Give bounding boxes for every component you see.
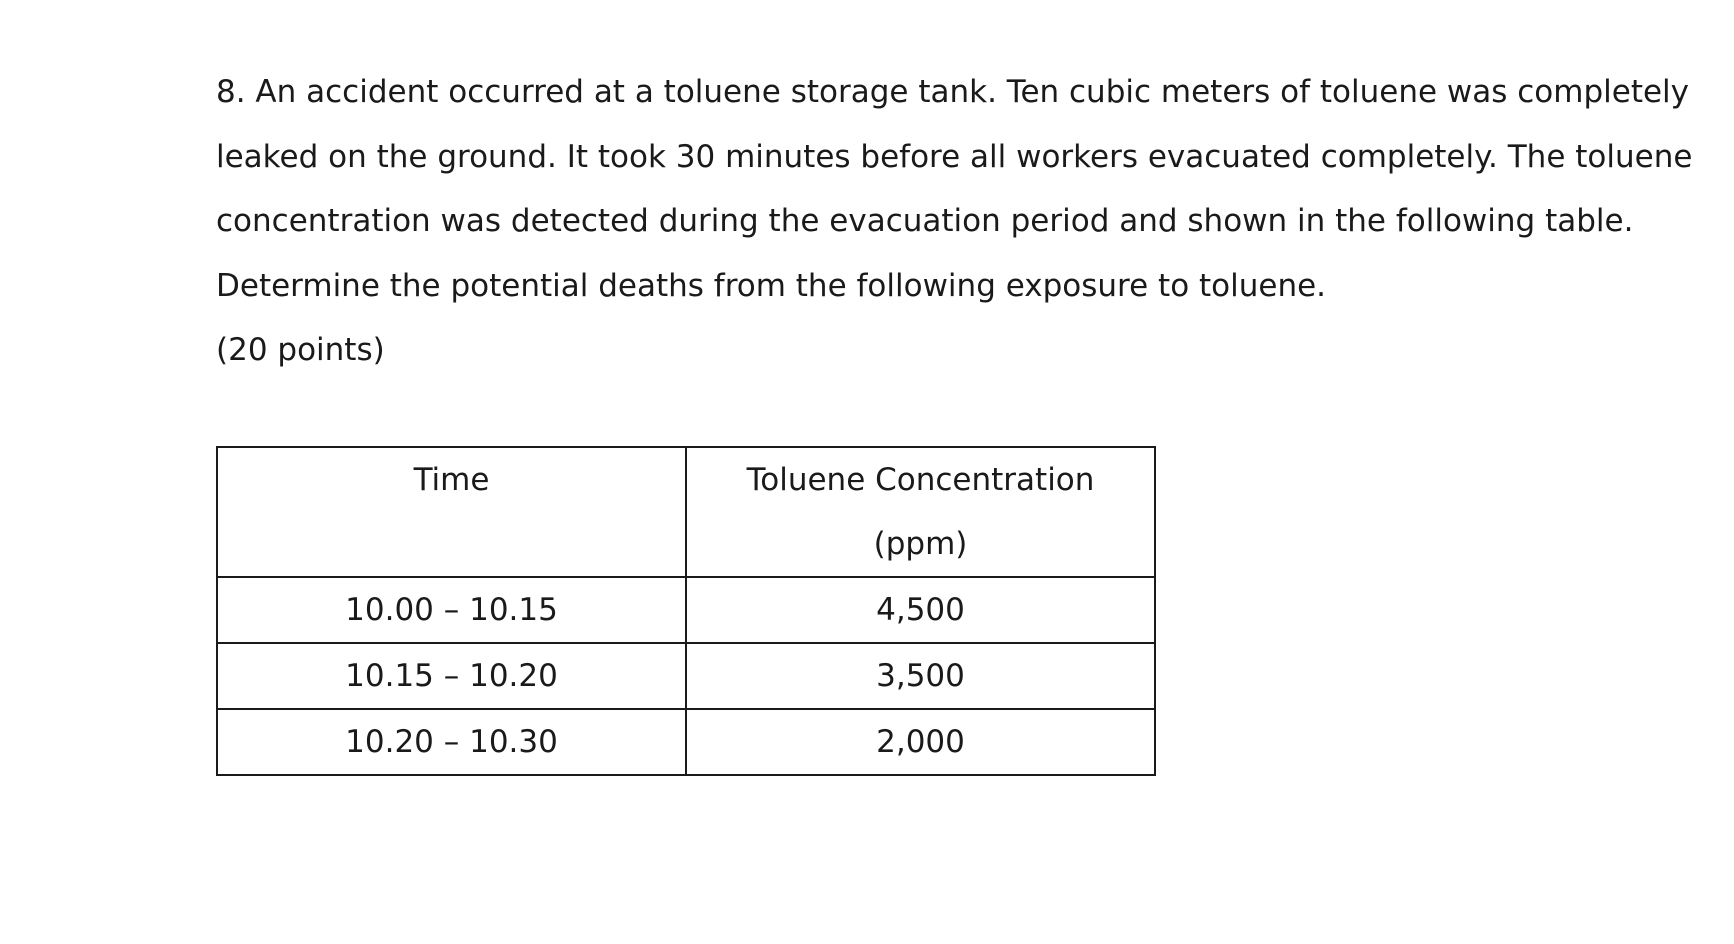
question-line-4: Determine the potential deaths from the following exposure to toluene.: [216, 267, 1327, 304]
time-header-label: Time: [413, 462, 490, 498]
table-row: [217, 577, 1155, 643]
question-text: [216, 60, 1693, 382]
question-line-2: leaked on the ground. It took 30 minutes before all workers evacuated completely. The toluene: [216, 138, 1693, 175]
concentration-header-unit: (ppm): [873, 526, 968, 562]
concentration-header-label: Toluene Concentration: [746, 462, 1095, 498]
question-points: (20 points): [216, 332, 385, 368]
concentration-table: [216, 446, 1156, 776]
table-header-row: [217, 447, 1155, 577]
question-line-3: concentration was detected during the evacuation period and shown in the following table.: [216, 203, 1634, 239]
time-cell: 10.20 – 10.30: [217, 709, 686, 775]
time-header: [217, 447, 686, 577]
table-row: [217, 709, 1155, 775]
concentration-header: [686, 447, 1155, 577]
time-cell: 10.15 – 10.20: [217, 643, 686, 709]
question-line-1: 8. An accident occurred at a toluene storage tank. Ten cubic meters of toluene was completely: [216, 74, 1690, 110]
table-row: [217, 643, 1155, 709]
concentration-cell: 4,500: [686, 577, 1155, 643]
concentration-cell: 2,000: [686, 709, 1155, 775]
concentration-cell: 3,500: [686, 643, 1155, 709]
time-cell: 10.00 – 10.15: [217, 577, 686, 643]
